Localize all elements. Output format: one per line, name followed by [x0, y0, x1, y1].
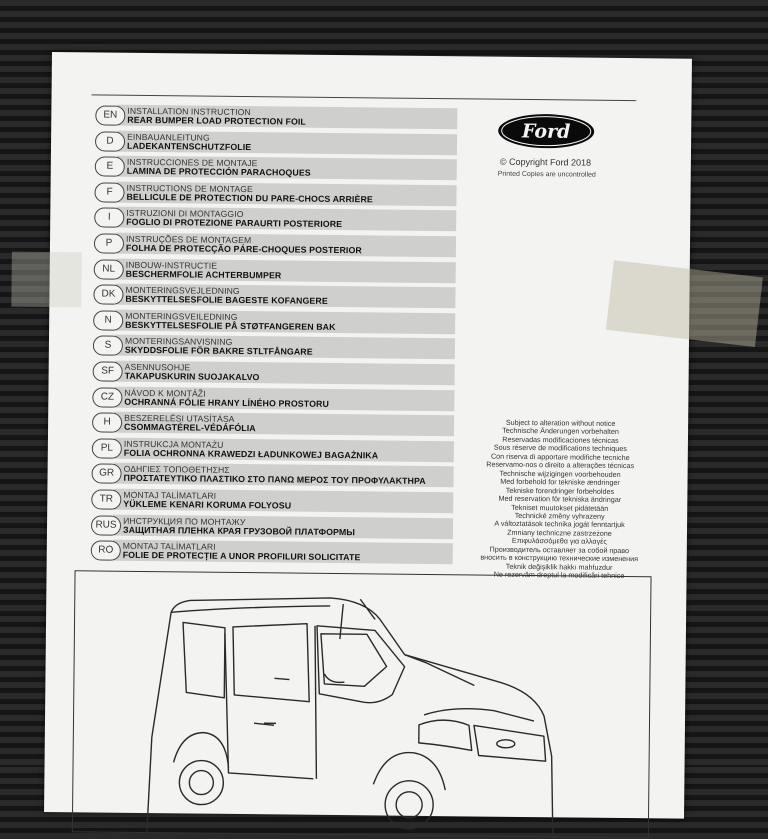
vehicle-drawing-box	[72, 570, 652, 838]
language-row-d	[95, 130, 465, 158]
product-name: YÜKLEME KENARI KORUMA FOLYOSU	[123, 498, 292, 511]
product-name: REAR BUMPER LOAD PROTECTION FOIL	[127, 114, 306, 127]
language-row-sf	[93, 360, 463, 388]
language-row-i	[94, 207, 464, 235]
language-row-n	[93, 309, 463, 337]
language-code-badge: RUS	[91, 515, 121, 535]
notice-line: вносить в конструкцию технические изменения	[480, 552, 639, 564]
instruction-heading: ΟΔΗΓΙΕΣ ΤΟΠΟΘΕΤΗΣΗΣ	[123, 464, 230, 476]
notice-line: Med reservation för tekniska ändringar	[498, 493, 622, 505]
product-name: SKYDDSFOLIE FÖR BAKRE STLTFÅNGARE	[124, 345, 313, 358]
notice-line: Zmniany techniczne zastrzeżone	[507, 527, 612, 538]
language-code-badge: DK	[93, 285, 123, 305]
product-name: OCHRANNÁ FÓLIE HRANY LÍNÉHO PROSTORU	[124, 396, 330, 409]
instruction-heading: ASENNUSOHJE	[124, 361, 191, 373]
language-row-tr	[91, 488, 461, 516]
notice-line: Επιφυλάσσόμεθα για αλλαγές	[511, 536, 607, 547]
notice-line: Reservamo-nos o direito a alterações técnicas	[486, 459, 635, 471]
notice-line: Subject to alteration without notice	[505, 417, 616, 428]
language-row-h	[92, 412, 462, 440]
notice-line: Tekniset muutokset pidätetään	[511, 502, 609, 513]
instruction-heading: MONTAJ TALİMATLARI	[122, 540, 216, 552]
instruction-heading: ISTRUZIONI DI MONTAGGIO	[126, 208, 244, 220]
product-name: FOLHA DE PROTECÇÃO PÁRE-CHOQUES POSTERIOR	[125, 242, 362, 256]
language-code-badge: N	[93, 310, 123, 330]
language-row-e	[95, 156, 465, 184]
language-code-badge: P	[94, 233, 124, 253]
notice-line: Technische Änderungen vorbehalten	[502, 426, 619, 437]
language-row-dk	[93, 284, 463, 312]
instruction-heading: INSTRUÇÕES DE MONTAGEM	[125, 233, 252, 246]
language-code-badge: CZ	[92, 387, 122, 407]
notice-line: Con riserva di apportare modifiche tecniche	[490, 451, 630, 462]
instruction-heading: EINBAUANLEITUNG	[127, 131, 210, 143]
copyright-text: © Copyright Ford 2018	[499, 156, 592, 168]
instruction-heading: ИНСТРУКЦИЯ ПО МОНТАЖУ	[123, 515, 246, 527]
language-row-s	[93, 335, 463, 363]
product-name: BESKYTTELSESFOLIE PÅ STØTFANGEREN BAK	[125, 319, 336, 332]
language-code-badge: E	[95, 157, 125, 177]
language-code-badge: GR	[91, 464, 121, 484]
notice-line: Technische wijzigingen voorbehouden	[499, 468, 621, 479]
instruction-heading: MONTAJ TALİMATLARI	[123, 489, 217, 501]
instruction-sheet	[44, 52, 692, 819]
language-code-badge: EN	[95, 105, 125, 125]
tape-left	[11, 252, 82, 308]
language-row-p	[94, 232, 464, 260]
language-row-rus	[91, 514, 461, 542]
notice-line: Teknik değişiklik hakkı mahfuzdur	[505, 561, 613, 572]
product-name: ΠΡΟΣΤΑΤΕΥΤΙΚΟ ΠΛΑΣΤΙΚΟ ΣΤΟ ΠΑΝΩ ΜΕΡΟΣ ΤΟΥ ΠΡΟΦΥΛΑΚΤΗΡΑ	[123, 473, 426, 487]
header-rule	[92, 94, 637, 101]
instruction-heading: NÁVOD K MONTÁŽI	[124, 387, 206, 399]
tape-right	[606, 260, 763, 347]
notice-line: Technické změny vyhrazeny	[514, 510, 605, 521]
product-name: LAMINA DE PROTECCIÓN PARACHOQUES	[126, 165, 311, 178]
product-name: FOLIA OCHRONNA KRAWEDZI ŁADUNKOWEJ BAGAŻNIKA	[123, 447, 379, 461]
instruction-heading: INSTRUCTIONS DE MONTAGE	[126, 182, 253, 194]
language-row-f	[94, 181, 464, 209]
product-name: ЗАЩИТНАЯ ПЛЕНКА КРАЯ ГРУЗОВОЙ ПЛАТФОРМЫ	[122, 524, 356, 537]
product-name: BELLICULE DE PROTECTION DU PARE-CHOCS ARRIÈRE	[126, 191, 373, 205]
language-row-cz	[92, 386, 462, 414]
language-code-badge: TR	[91, 489, 121, 509]
product-name: CSOMMAGTÉREL-VÉDÁFÓLIA	[124, 421, 256, 434]
language-row-en	[95, 104, 465, 132]
ford-logo	[496, 112, 596, 151]
alteration-notice	[472, 418, 649, 580]
language-code-badge: RO	[91, 541, 121, 561]
instruction-heading: INSTRUKCJA MONTAŻU	[123, 438, 224, 450]
product-name: LADEKANTENSCHUTZFOLIE	[126, 140, 252, 152]
product-name: BESCHERMFOLIE ACHTERBUMPER	[125, 268, 282, 281]
language-code-badge: SF	[93, 361, 123, 381]
instruction-heading: BESZERELÉSI UTASÍTÁSA	[124, 412, 235, 425]
notice-line: Med forbehold for tekniske ændringer	[500, 476, 620, 488]
language-code-badge: I	[94, 208, 124, 228]
language-code-badge: PL	[92, 438, 122, 458]
language-row-pl	[92, 437, 462, 465]
language-row-ro	[91, 540, 461, 568]
notice-line: Ne rezervăm dreptul la modificări tehnice	[493, 569, 625, 581]
notice-line: Reservadas modificaciones técnicas	[502, 434, 619, 445]
language-code-badge: D	[95, 131, 125, 151]
logo-wordmark: Ford	[521, 120, 571, 143]
product-name: BESKYTTELSESFOLIE BAGESTE KOFANGERE	[125, 293, 328, 307]
instruction-heading: MONTERINGSVEILEDNING	[125, 310, 238, 322]
language-code-badge: S	[93, 336, 123, 356]
product-name: FOLIE DE PROTECȚIE A UNOR PROFILURI SOLICITATE	[122, 549, 361, 563]
language-row-gr	[91, 463, 461, 491]
printed-copies-note: Printed Copies are uncontrolled	[497, 170, 596, 179]
language-code-badge: H	[92, 413, 122, 433]
product-name: TAKAPUSKURIN SUOJAKALVO	[124, 370, 260, 383]
instruction-heading: INSTALLATION INSTRUCTION	[127, 105, 251, 118]
language-row-nl	[94, 258, 464, 286]
van-line-drawing	[73, 571, 651, 837]
notice-line: A változtatások technika jogát fenntartjuk	[494, 519, 625, 530]
notice-line: Производитель оставляет за собой право	[489, 544, 630, 555]
language-code-badge: NL	[94, 259, 124, 279]
instruction-heading: INSTRUCCIONES DE MONTAJE	[126, 156, 258, 169]
instruction-heading: INBOUW-INSTRUCTIE	[125, 259, 218, 271]
instruction-heading: MONTERINGSVEJLEDNING	[125, 284, 240, 297]
product-name: FOGLIO DI PROTEZIONE PARAURTI POSTERIORE	[126, 217, 343, 230]
notice-line: Tekniske forendringer forbeholdes	[505, 485, 615, 496]
language-code-badge: F	[94, 182, 124, 202]
instruction-heading: MONTERINGSANVISNING	[124, 336, 233, 348]
notice-line: Sous réserve de modifications techniques	[493, 443, 627, 454]
